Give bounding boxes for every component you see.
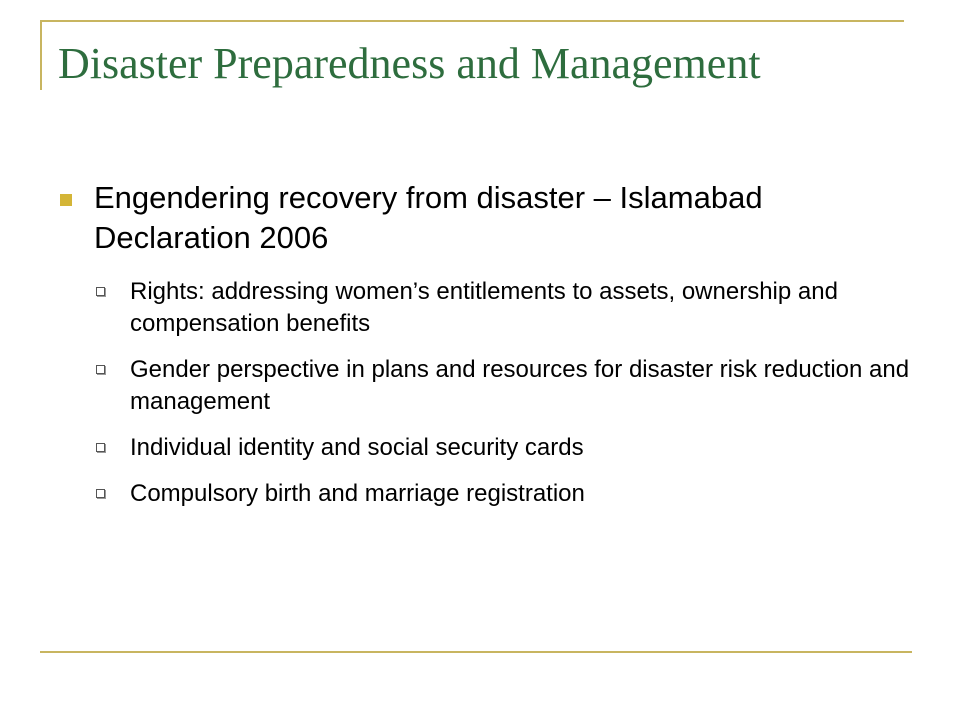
hollow-square-bullet-icon: [96, 443, 105, 452]
hollow-square-bullet-icon: [96, 489, 105, 498]
main-bullet-text: Engendering recovery from disaster – Islamabad Declaration 2006: [94, 180, 763, 255]
slide-title: Disaster Preparedness and Management: [58, 39, 761, 88]
main-bullet-item: [60, 178, 910, 258]
sub-bullet-text: Individual identity and social security cards: [130, 434, 584, 461]
sub-bullet-item: [60, 276, 910, 340]
sub-bullet-text: Compulsory birth and marriage registration: [130, 480, 585, 507]
left-rule: [40, 20, 42, 90]
sub-bullet-text: Gender perspective in plans and resources for disaster risk reduction and management: [130, 356, 910, 415]
sub-bullet-list: [60, 276, 910, 510]
hollow-square-bullet-icon: [96, 287, 105, 296]
sub-bullet-text: Rights: addressing women’s entitlements to assets, ownership and compensation benefits: [130, 278, 838, 337]
sub-bullet-item: [60, 478, 910, 510]
bottom-rule: [40, 651, 912, 653]
top-rule: [40, 20, 904, 22]
hollow-square-bullet-icon: [96, 365, 105, 374]
sub-bullet-item: [60, 432, 910, 464]
slide-body: [60, 178, 910, 524]
sub-bullet-item: [60, 354, 910, 418]
square-bullet-icon: [60, 194, 72, 206]
